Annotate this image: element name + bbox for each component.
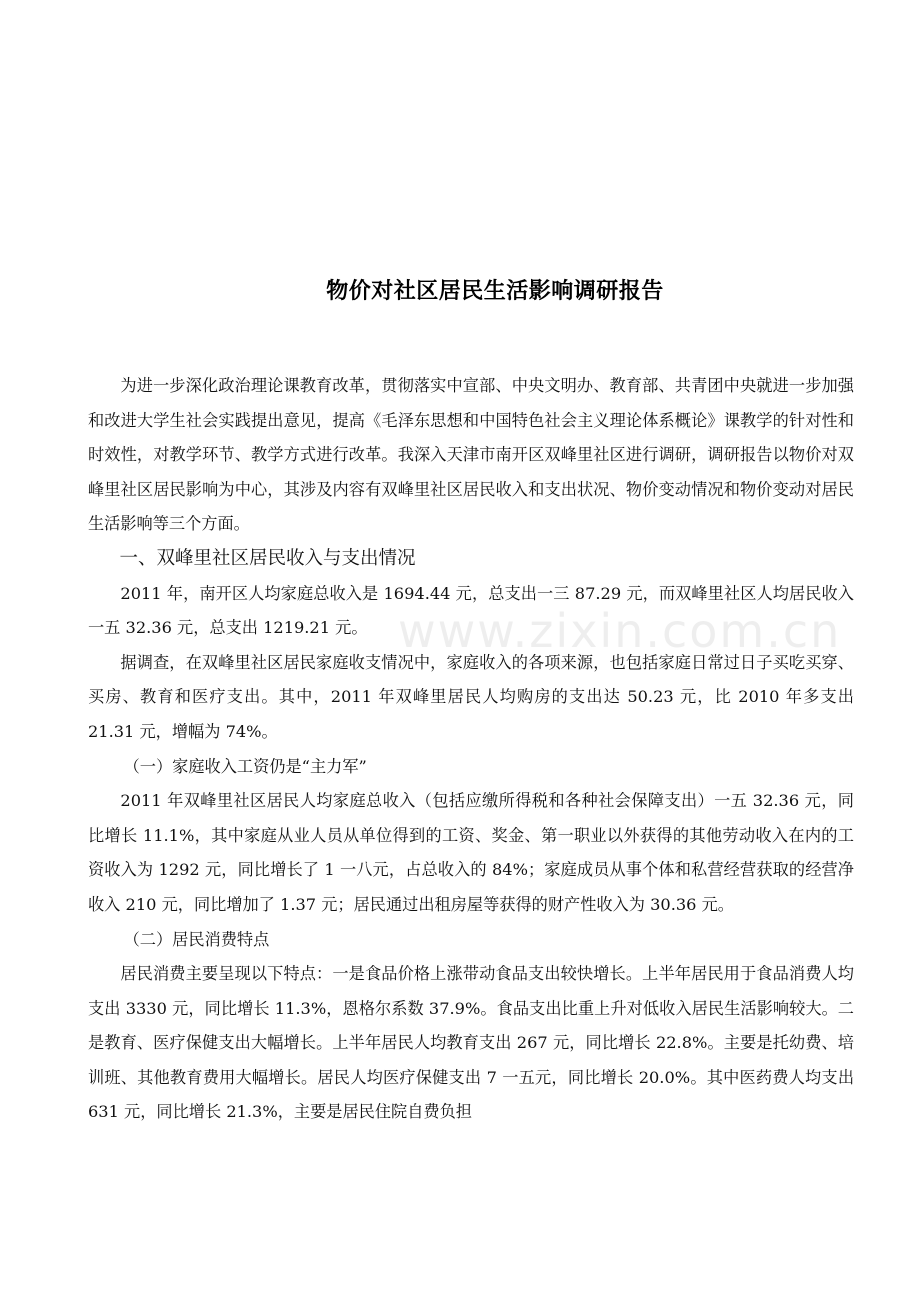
intro-paragraph: 为进一步深化政治理论课教育改革，贯彻落实中宣部、中央文明办、教育部、共青团中央就进一步加强和改进大学生社会实践提出意见，提高《毛泽东思想和中国特色社会主义理论体系概论》课教学的针对性和时效性，对教学环节、教学方式进行改革。我深入天津市南开区双峰里社区进行调研，调研报告以物价对双峰里社区居民影响为中心，其涉及内容有双峰里社区居民收入和支出状况、物价变动情况和物价变动对居民生活影响等三个方面。 bbox=[88, 376, 854, 534]
paragraph-consumption: 居民消费主要呈现以下特点：一是食品价格上涨带动食品支出较快增长。上半年居民用于食品消费人均支出 3330 元，同比增长 11.3%，恩格尔系数 37.9%。食品支出比重上升对低收入居民生活影响较大。二是教育、医疗保健支出大幅增长。上半年居民人均教育支出 267 元，同比增长 22.8%。主要是托幼费、培训班、其他教育费用大幅增长。居民人均医疗保健支出 7 一五元，同比增长 20.0%。其中医药费人均支出 631 元，同比增长 21.3%，主要是居民住院自费负担 bbox=[88, 964, 854, 1122]
document-title: 物价对社区居民生活影响调研报告 bbox=[326, 279, 664, 304]
paragraph-household-income: 2011 年双峰里社区居民人均家庭总收入（包括应缴所得税和各种社会保障支出）一五 32.36 元，同比增长 11.1%，其中家庭从业人员从单位得到的工资、奖金、第一职业以外获得的其他劳动收入在内的工资收入为 1292 元，同比增长了 1 一八元，占总收入的 84%；家庭成员从事个体和私营经营获取的经营净收入 210 元，同比增加了 1.37 元；居民通过出租房屋等获得的财产性收入为 30.36 元。 bbox=[88, 791, 854, 914]
subsection-heading-1: （一）家庭收入工资仍是“主力军” bbox=[123, 756, 367, 776]
site-watermark: www.zixin.com.cn bbox=[398, 604, 842, 658]
paragraph-survey: 据调查，在双峰里社区居民家庭收支情况中，家庭收入的各项来源，也包括家庭日常过日子买吃买穿、买房、教育和医疗支出。其中，2011 年双峰里居民人均购房的支出达 50.23 元，比 2010 年多支出 21.31 元，增幅为 74%。 bbox=[88, 652, 854, 741]
subsection-heading-2: （二）居民消费特点 bbox=[123, 929, 270, 949]
section-heading-1: 一、双峰里社区居民收入与支出情况 bbox=[119, 547, 416, 569]
document-body bbox=[88, 369, 854, 1130]
paragraph-2011-income: 2011 年，南开区人均家庭总收入是 1694.44 元，总支出一三 87.29 元，而双峰里社区人均居民收入一五 32.36 元，总支出 1219.21 元。 bbox=[88, 583, 854, 638]
